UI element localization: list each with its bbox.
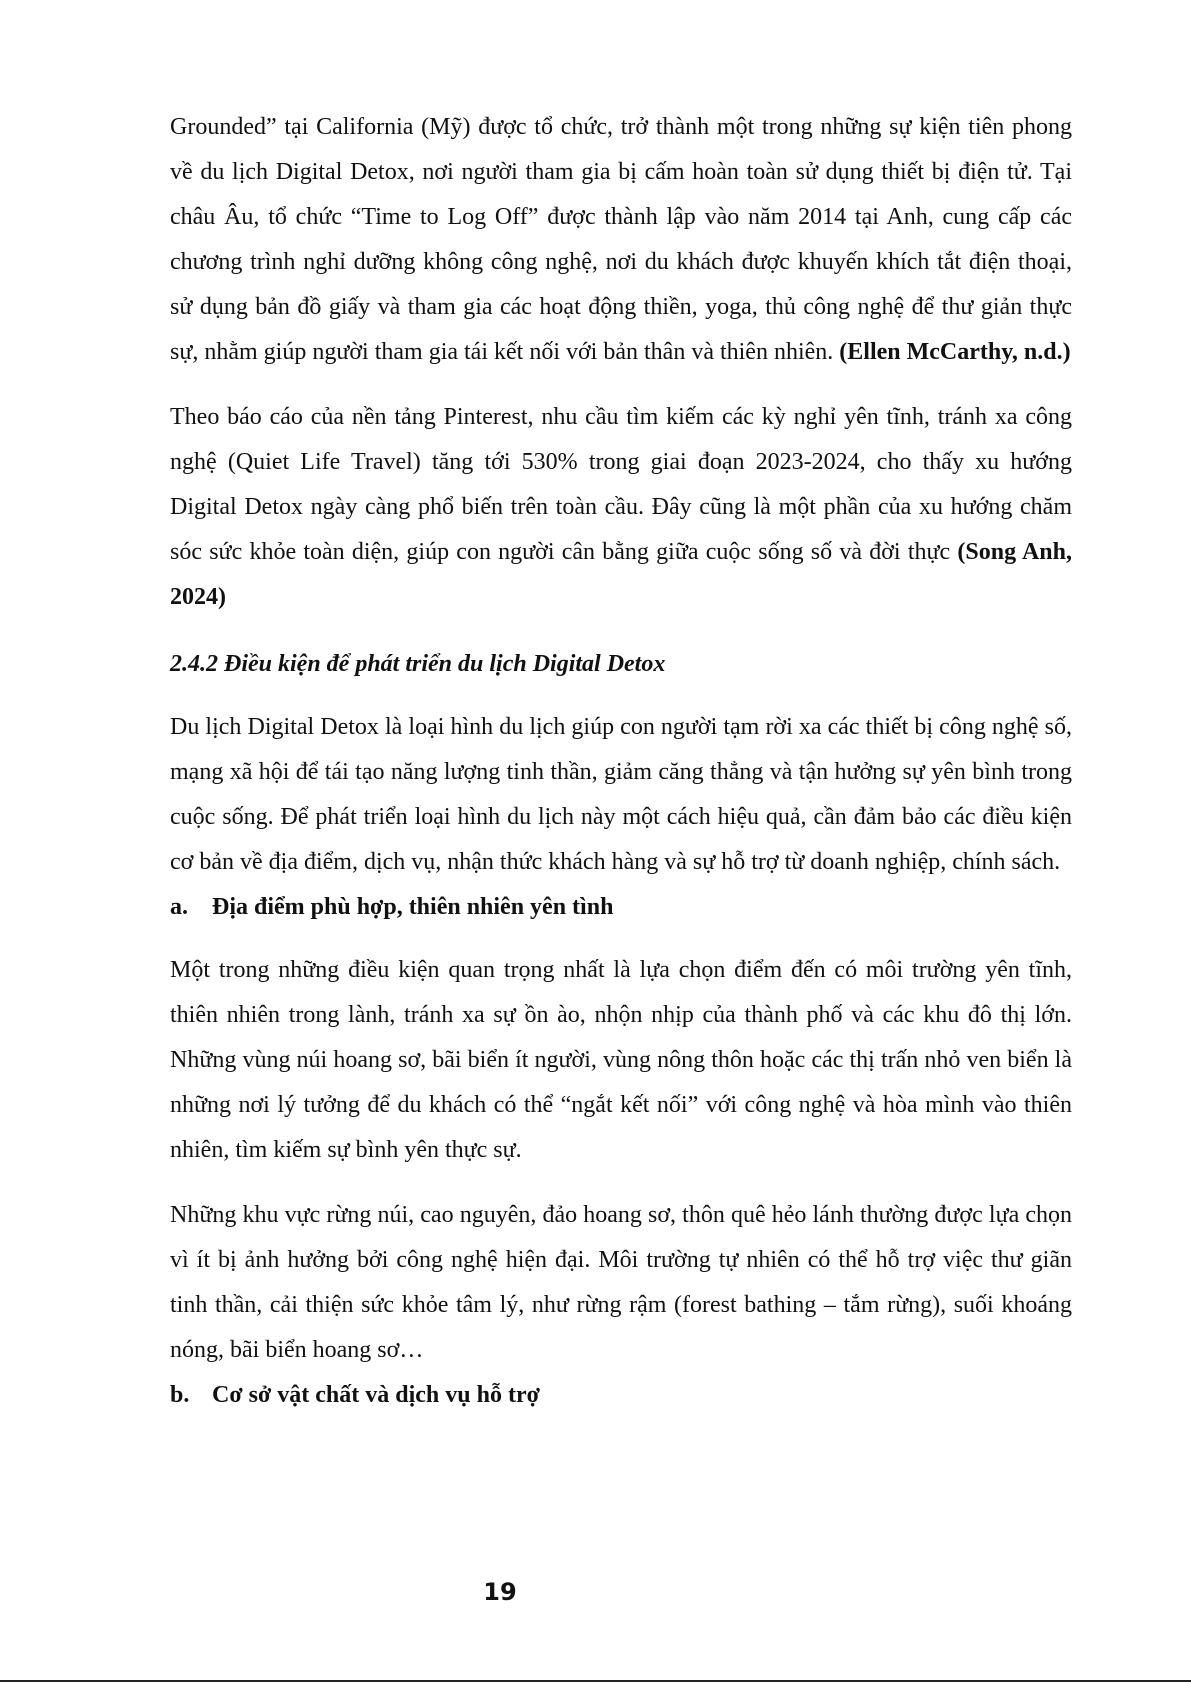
body-paragraph-5: Những khu vực rừng núi, cao nguyên, đảo hoang sơ, thôn quê hẻo lánh thường được lựa chọn vì ít bị ảnh hưởng bởi công nghệ hiện đại. Môi trường tự nhiên có thể hỗ trợ việc thư giãn tinh thần, cải thiện sức khỏe tâm lý, như rừng rậm (forest bathing – tắm rừng), suối khoáng nóng, bãi biển hoang sơ… [170,1202,1072,1363]
body-paragraph-1 [170,105,1072,375]
list-marker: a. [170,894,188,920]
page-number: 19 [483,1578,517,1606]
citation: (Song Anh, 2024) [170,539,1072,610]
body-paragraph-4: Một trong những điều kiện quan trọng nhất là lựa chọn điểm đến có môi trường yên tĩnh, thiên nhiên trong lành, tránh xa sự ồn ào, nhộn nhịp của thành phố và các khu đô thị lớn. Những vùng núi hoang sơ, bãi biển ít người, vùng nông thôn hoặc các thị trấn nhỏ ven biển là những nơi lý tưởng để du khách có thể “ngắt kết nối” với công nghệ và hòa mình vào thiên nhiên, tìm kiếm sự bình yên thực sự. [170,957,1072,1163]
subheading-text: Cơ sở vật chất và dịch vụ hỗ trợ [212,1382,540,1408]
body-paragraph-3: Du lịch Digital Detox là loại hình du lịch giúp con người tạm rời xa các thiết bị công nghệ số, mạng xã hội để tái tạo năng lượng tinh thần, giảm căng thẳng và tận hưởng sự yên bình trong cuộc sống. Để phát triển loại hình du lịch này một cách hiệu quả, cần đảm bảo các điều kiện cơ bản về địa điểm, dịch vụ, nhận thức khách hàng và sự hỗ trợ từ doanh nghiệp, chính sách. [170,714,1072,875]
section-heading: 2.4.2 Điều kiện để phát triển du lịch Digital Detox [170,651,666,677]
body-paragraph-2 [170,395,1072,620]
document-page [170,105,1072,1418]
paragraph-text: Theo báo cáo của nền tảng Pinterest, nhu cầu tìm kiếm các kỳ nghỉ yên tĩnh, tránh xa công nghệ (Quiet Life Travel) tăng tới 530% trong giai đoạn 2023-2024, cho thấy xu hướng Digital Detox ngày càng phổ biến trên toàn cầu. Đây cũng là một phần của xu hướng chăm sóc sức khỏe toàn diện, giúp con người cân bằng giữa cuộc sống số và đời thực [170,404,1072,565]
subheading-a [170,885,1072,930]
citation: (Ellen McCarthy, n.d.) [839,339,1071,365]
bottom-divider [0,1680,1191,1682]
subheading-b [170,1373,1072,1418]
subheading-text: Địa điểm phù hợp, thiên nhiên yên tình [212,894,614,920]
paragraph-text: Grounded” tại California (Mỹ) được tổ chức, trở thành một trong những sự kiện tiên phong về du lịch Digital Detox, nơi người tham gia bị cấm hoàn toàn sử dụng thiết bị điện tử. Tại châu Âu, tổ chức “Time to Log Off” được thành lập vào năm 2014 tại Anh, cung cấp các chương trình nghỉ dưỡng không công nghệ, nơi du khách được khuyến khích tắt điện thoại, sử dụng bản đồ giấy và tham gia các hoạt động thiền, yoga, thủ công nghệ để thư giản thực sự, nhằm giúp người tham gia tái kết nối với bản thân và thiên nhiên. [170,114,1072,365]
list-marker: b. [170,1382,190,1408]
